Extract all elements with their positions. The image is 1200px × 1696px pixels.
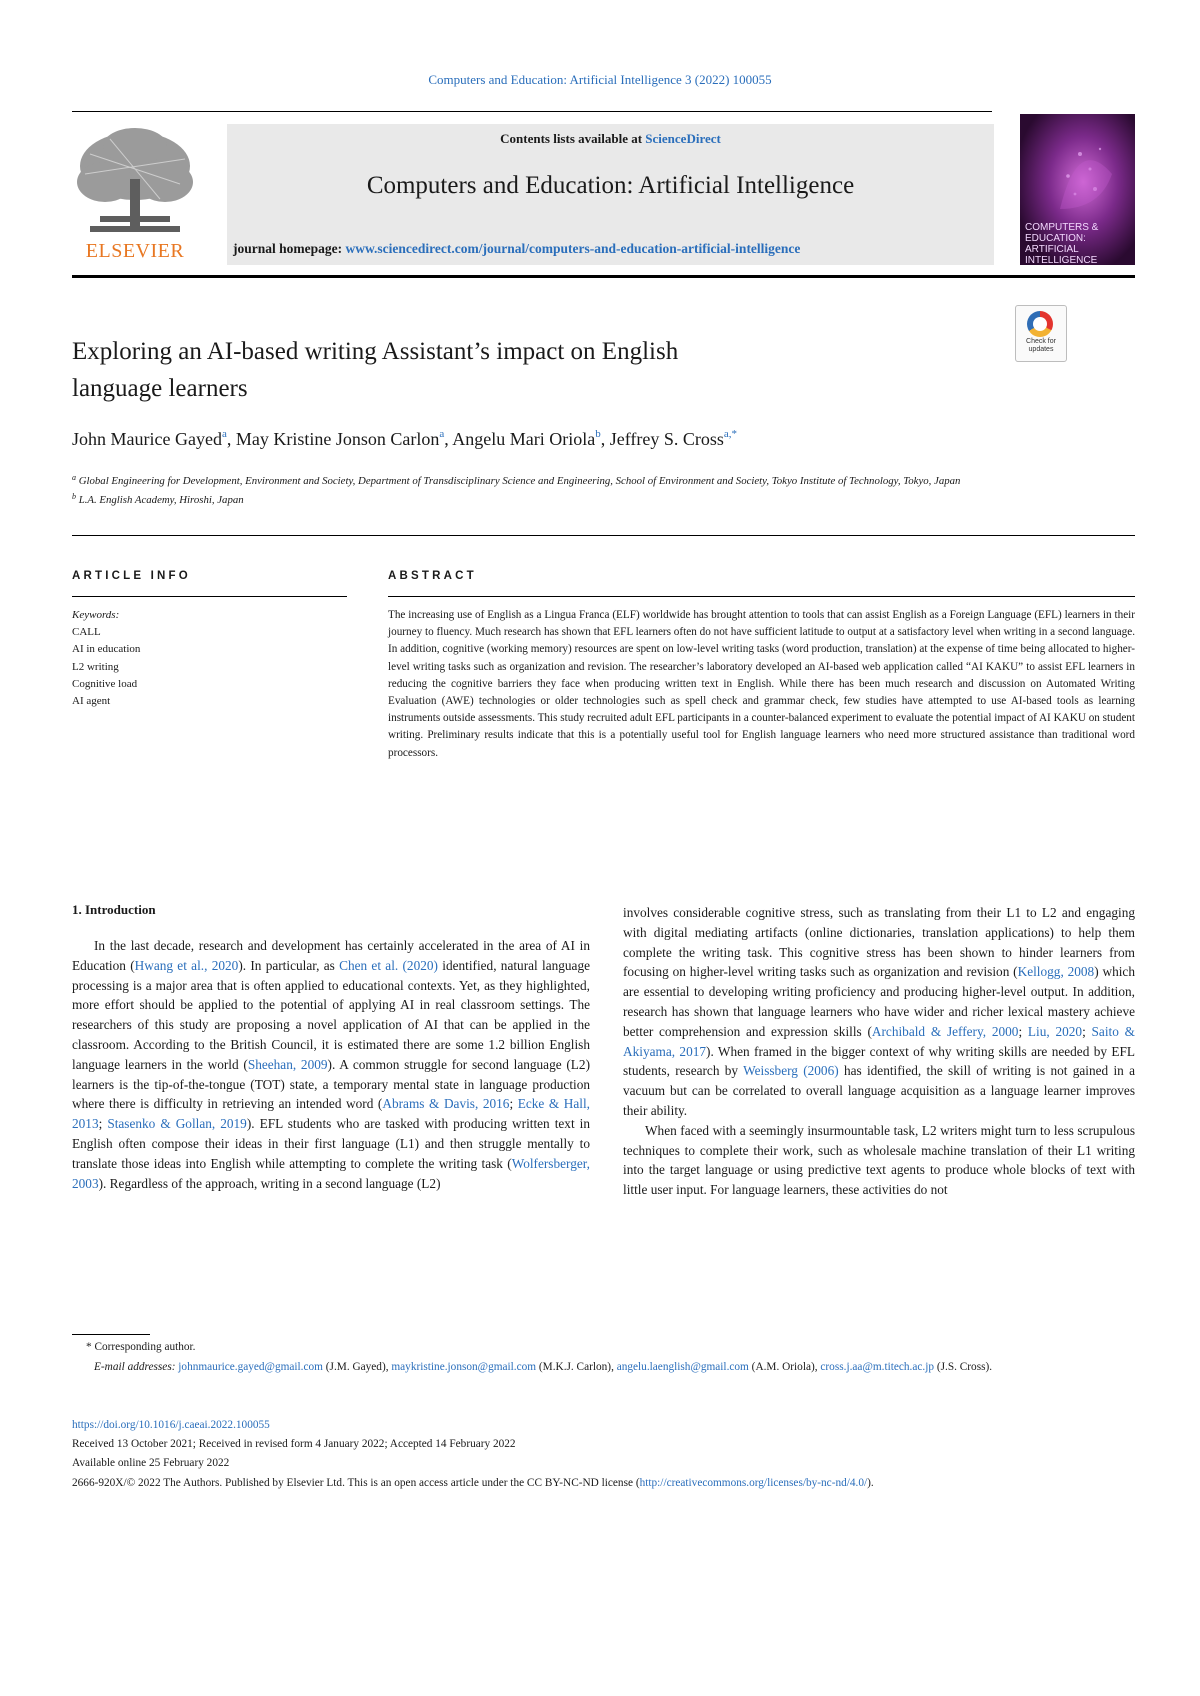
citation-link[interactable]: Wolfersberger, 2003	[72, 1155, 590, 1191]
affiliation-rule	[72, 535, 1135, 536]
article-info-rule	[72, 596, 347, 597]
email-link[interactable]: johnmaurice.gayed@gmail.com	[178, 1360, 323, 1373]
affiliation-mark: a	[72, 473, 76, 482]
section-heading-introduction: 1. Introduction	[72, 902, 156, 917]
email-owner: (J.S. Cross).	[934, 1360, 993, 1373]
paragraph-text: ). Regardless of the approach, writing in a second language (L2)	[98, 1175, 441, 1191]
header-bottom-rule	[72, 275, 1135, 278]
citation-link[interactable]: Stasenko & Gollan, 2019	[107, 1116, 247, 1132]
paragraph	[72, 936, 590, 1193]
email-owner: (A.M. Oriola),	[748, 1360, 821, 1373]
homepage-label: journal homepage:	[233, 241, 346, 256]
elsevier-wordmark: ELSEVIER	[85, 240, 185, 262]
author-affiliation-mark[interactable]: a	[221, 428, 227, 440]
paragraph-text: ). A common struggle for second language (L2) learners is the tip-of-the-tongue (TOT) state, a temporary mental state in language production where there is difficulty in retrieving an intended word (	[72, 1056, 590, 1112]
citation-link[interactable]: Abrams & Davis, 2016	[382, 1096, 510, 1112]
sciencedirect-link[interactable]: ScienceDirect	[645, 131, 721, 146]
author-name[interactable]: Jeffrey S. Cross	[609, 429, 724, 449]
citation-link[interactable]: Sheehan, 2009	[247, 1056, 328, 1072]
affiliation-text: L.A. English Academy, Hiroshi, Japan	[78, 494, 244, 506]
author-name[interactable]: John Maurice Gayed	[72, 429, 222, 449]
affiliation-mark: b	[72, 492, 76, 501]
license-link[interactable]: http://creativecommons.org/licenses/by-nc-nd/4.0/	[639, 1476, 868, 1489]
citation-link[interactable]: Weissberg (2006)	[743, 1063, 839, 1079]
paragraph-text: ;	[1082, 1023, 1092, 1039]
paragraph-text: ). In particular, as	[238, 957, 340, 973]
paragraph-text: identified, natural language processing is a major area that is often applied to educational contexts. Yet, as they highlighted, more effort should be applied to the potential of applying AI in real classroom settings. The researchers of this study are proposing a novel application of AI that can be applied in the classroom. According to the British Council, it is estimated there are some 1.2 billion English language learners in the world (	[72, 957, 590, 1072]
paragraph-text: In the last decade, research and development has certainly accelerated in the area of AI in Education (	[72, 938, 590, 973]
keywords-block	[72, 607, 140, 710]
citation-link[interactable]: Ecke & Hall, 2013	[72, 1096, 590, 1132]
citation-link[interactable]: Saito & Akiyama, 2017	[623, 1023, 1135, 1059]
citation-link[interactable]: Kellogg, 2008	[1017, 964, 1095, 980]
citation-link[interactable]: Archibald & Jeffery, 2000	[871, 1023, 1019, 1039]
paragraph-text: When faced with a seemingly insurmountable task, L2 writers might turn to less scrupulous techniques to complete their work, such as wholesale machine translation of their L1 writing into the target language or using predictive text agents to produce whole blocks of text with little user input. For language learners, these activities do not	[623, 1122, 1135, 1198]
paragraph-text: ). When framed in the bigger context of why writing skills are needed by EFL students, research by	[623, 1043, 1136, 1079]
received-dates: Received 13 October 2021; Received in revised form 4 January 2022; Accepted 14 February 2022	[72, 1438, 516, 1451]
doi-link[interactable]: https://doi.org/10.1016/j.caeai.2022.100055	[72, 1419, 270, 1431]
abstract-rule	[388, 596, 1135, 597]
affiliations	[72, 470, 1032, 508]
keyword: Cognitive load	[72, 677, 138, 690]
paragraph	[623, 903, 1135, 1121]
author-affiliation-mark[interactable]: a	[439, 428, 445, 440]
email-link[interactable]: maykristine.jonson@gmail.com	[391, 1360, 537, 1373]
contents-availability	[227, 131, 994, 147]
abstract-text: The increasing use of English as a Lingua Franca (ELF) worldwide has brought attention to tools that can assist English as a Foreign Language (EFL) learners in their journey to fluency. Much research has shown that EFL learners often do not have sufficient latitude to output at a satisfactory level when writing in a second language. In addition, cognitive (working memory) resources are spent on low-level writing tasks (word production, translation) at the expense of time being allocated to higher-level writing tasks such as organization and revision. The researcher’s laboratory developed an AI-based web application called “AI KAKU” to assist EFL learners in reducing the cognitive barriers they face when producing written text in English. While there has been much research and discussion on Automated Writing Evaluation (AWE) technologies or older technologies such as spell check and grammar check, few studies have attempted to use AI-based tools as learning instruments outside assessments. This study recruited adult EFL participants in a counter-balanced experiment to evaluate the potential impact of AI KAKU on student writing. Preliminary results indicate that this is a potentially useful tool for English language learners who need more structured assistance than traditional word processors.	[388, 609, 1135, 759]
footnotes	[72, 1338, 1135, 1377]
check-for-updates-icon-center	[1033, 317, 1047, 331]
citation-link[interactable]: Liu, 2020	[1027, 1023, 1083, 1039]
check-for-updates-label: Check for updates	[1026, 338, 1056, 353]
journal-name: Computers and Education: Artificial Intelligence	[366, 172, 855, 199]
email-link[interactable]: angelu.laenglish@gmail.com	[616, 1360, 749, 1373]
affiliation-text: Global Engineering for Development, Environment and Society, Department of Transdisciplinary Science and Engineering, School of Environment and Society, Tokyo Institute of Technology, Tokyo, Japan	[78, 475, 961, 487]
author-list: John Maurice Gayed$^a$, May Kristine Jonson Carlon$^a$, Angelu Mari Oriola$^b$, Jeffrey S. Cross$^{a,*}$	[72, 428, 738, 449]
citation-link[interactable]: Chen et al. (2020)	[339, 957, 438, 973]
paragraph	[623, 1121, 1135, 1200]
publication-info	[72, 1416, 1135, 1493]
keyword: AI agent	[72, 695, 111, 708]
affiliation-a	[72, 470, 1032, 489]
keyword: AI in education	[72, 643, 141, 656]
citation-link[interactable]: Hwang et al., 2020	[134, 957, 239, 973]
footnote-rule	[72, 1334, 150, 1335]
homepage-link[interactable]: www.sciencedirect.com/journal/computers-and-education-artificial-intelligence	[345, 241, 801, 256]
paragraph-text: ). EFL students who are tasked with producing written text in English often compose their ideas in their first language (L1) and then struggle mentally to translate those ideas into English while attempting to complete the writing task (	[72, 1116, 591, 1171]
body-column-right	[623, 903, 1135, 1200]
paragraph-text: ;	[98, 1116, 108, 1132]
author-affiliation-mark[interactable]: b	[595, 428, 601, 440]
keyword: L2 writing	[72, 660, 119, 673]
email-owner: (J.M. Gayed),	[322, 1360, 392, 1373]
article-title-line-2: language learners	[72, 375, 248, 402]
paragraph-text: ) which are essential to developing writing proficiency and producing higher-level output. In addition, research has shown that language learners who have wider and richer lexical mastery achieve better comprehension and expression skills (	[623, 964, 1135, 1039]
running-head[interactable]: Computers and Education: Artificial Intelligence 3 (2022) 100055	[428, 72, 772, 87]
email-addresses	[72, 1358, 1135, 1378]
cover-title: COMPUTERS & EDUCATION: ARTIFICIAL INTELLIGENCE	[1025, 222, 1099, 266]
article-info-heading: ARTICLE INFO	[72, 570, 191, 582]
journal-homepage	[233, 241, 800, 257]
author-affiliation-mark[interactable]: a,*	[723, 428, 738, 440]
email-owner: (M.K.J. Carlon),	[536, 1360, 617, 1373]
keyword: CALL	[72, 626, 101, 639]
paragraph-text: involves considerable cognitive stress, such as translating from their L1 to L2 and engaging with digital mediating artifacts (online dictionaries, translation applications) to help them complete the writing task. This cognitive stress has been shown to hinder learners from focusing on higher-level writing tasks such as organization and revision (	[623, 905, 1135, 980]
license-statement	[72, 1474, 1135, 1493]
abstract-heading: ABSTRACT	[388, 570, 477, 582]
contents-prefix: Contents lists available at	[500, 131, 646, 146]
email-label: E-mail addresses:	[94, 1360, 179, 1373]
article-title-line-1: Exploring an AI-based writing Assistant’s impact on English	[72, 338, 679, 365]
author-name[interactable]: Angelu Mari Oriola	[452, 429, 596, 449]
corresponding-author-note: * Corresponding author.	[86, 1341, 196, 1353]
keywords-label: Keywords:	[72, 609, 120, 621]
license-text: 2666-920X/© 2022 The Authors. Published by Elsevier Ltd. This is an open access article under the CC BY-NC-ND license (	[72, 1476, 640, 1489]
email-link[interactable]: cross.j.aa@m.titech.ac.jp	[820, 1360, 935, 1373]
body-column-left	[72, 936, 590, 1193]
affiliation-b	[72, 489, 1032, 508]
license-close: ).	[867, 1476, 874, 1489]
available-online: Available online 25 February 2022	[72, 1457, 230, 1470]
author-name[interactable]: May Kristine Jonson Carlon	[235, 429, 440, 449]
paragraph-text: ;	[1018, 1023, 1028, 1039]
header-top-rule	[72, 111, 992, 112]
article-title	[72, 333, 892, 407]
paragraph-text: has identified, the skill of writing is not gained in a vacuum but can be correlated to overall language acquisition as a language learner improves their ability.	[623, 1063, 1135, 1118]
paragraph-text: ;	[509, 1096, 518, 1112]
